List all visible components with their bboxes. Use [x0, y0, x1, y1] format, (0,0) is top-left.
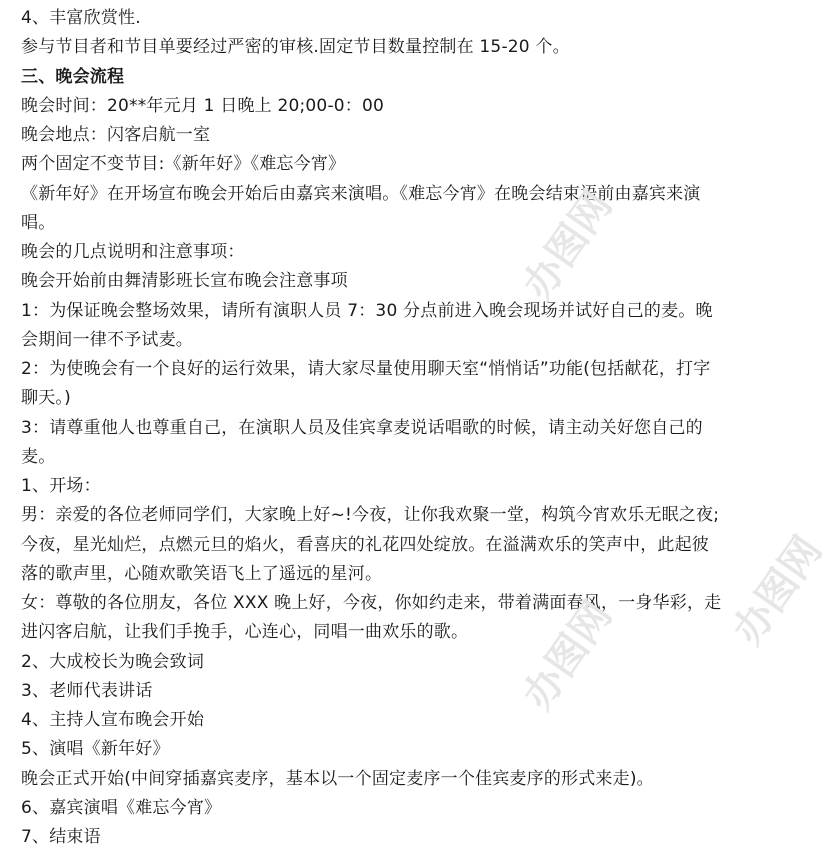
text-line: 两个固定不变节目:《新年好》《难忘今宵》 [21, 154, 346, 175]
text-line: 晚会正式开始(中间穿插嘉宾麦序，基本以一个固定麦序一个佳宾麦序的形式来走)。 [21, 768, 654, 789]
text-line: 7、结束语 [21, 827, 101, 847]
text-line: 5、演唱《新年好》 [21, 739, 170, 760]
text-line: 6、嘉宾演唱《难忘今宵》 [21, 797, 222, 818]
text-line: 1：为保证晚会整场效果，请所有演职人员 7：30 分点前进入晚会现场并试好自己的麦。晚 [21, 300, 713, 321]
section-heading: 三、晚会流程 [21, 66, 125, 87]
text-line: 男：亲爱的各位老师同学们，大家晚上好~!今夜，让你我欢聚一堂，构筑今宵欢乐无眠之夜; [21, 505, 720, 526]
text-line: 进闪客启航，让我们手挽手，心连心，同唱一曲欢乐的歌。 [21, 622, 469, 643]
text-line: 女：尊敬的各位朋友，各位 XXX 晚上好，今夜，你如约走来，带着满面春风，一身华彩，走 [21, 593, 722, 613]
text-line: 晚会开始前由舞清影班长宣布晚会注意事项 [21, 271, 348, 292]
text-line: 2：为使晚会有一个良好的运行效果，请大家尽量使用聊天室“悄悄话”功能(包括献花，打字 [21, 359, 711, 379]
text-line: 《新年好》在开场宣布晚会开始后由嘉宾来演唱。《难忘今宵》在晚会结束语前由嘉宾来演 [21, 183, 701, 204]
text-line: 晚会时间：20**年元月 1 日晚上 20;00-0：00 [21, 95, 385, 116]
watermark: 办图网 [724, 528, 832, 653]
text-line: 会期间一律不予试麦。 [21, 329, 193, 350]
text-line: 3、老师代表讲话 [21, 680, 153, 701]
text-line: 4、主持人宣布晚会开始 [21, 710, 205, 730]
text-line: 2、大成校长为晚会致词 [21, 651, 205, 672]
watermark: 办图网 [514, 593, 622, 718]
text-line: 3：请尊重他人也尊重自己，在演职人员及佳宾拿麦说话唱歌的时候，请主动关好您自己的 [21, 417, 703, 438]
text-line: 参与节目者和节目单要经过严密的审核.固定节目数量控制在 15-20 个。 [21, 37, 570, 58]
text-line: 聊天。) [21, 388, 71, 409]
text-line: 晚会的几点说明和注意事项： [21, 242, 245, 262]
text-line: 今夜，星光灿烂，点燃元旦的焰火，看喜庆的礼花四处绽放。在溢满欢乐的笑声中，此起彼 [21, 534, 709, 555]
text-line: 1、开场： [21, 476, 101, 496]
text-line: 4、丰富欣赏性. [21, 8, 141, 28]
text-line: 晚会地点：闪客启航一室 [21, 125, 211, 145]
text-line: 落的歌声里，心随欢歌笑语飞上了遥远的星河。 [21, 563, 383, 584]
text-line: 麦。 [21, 446, 56, 467]
text-line: 唱。 [21, 212, 56, 233]
watermark: 办图网 [514, 183, 622, 308]
